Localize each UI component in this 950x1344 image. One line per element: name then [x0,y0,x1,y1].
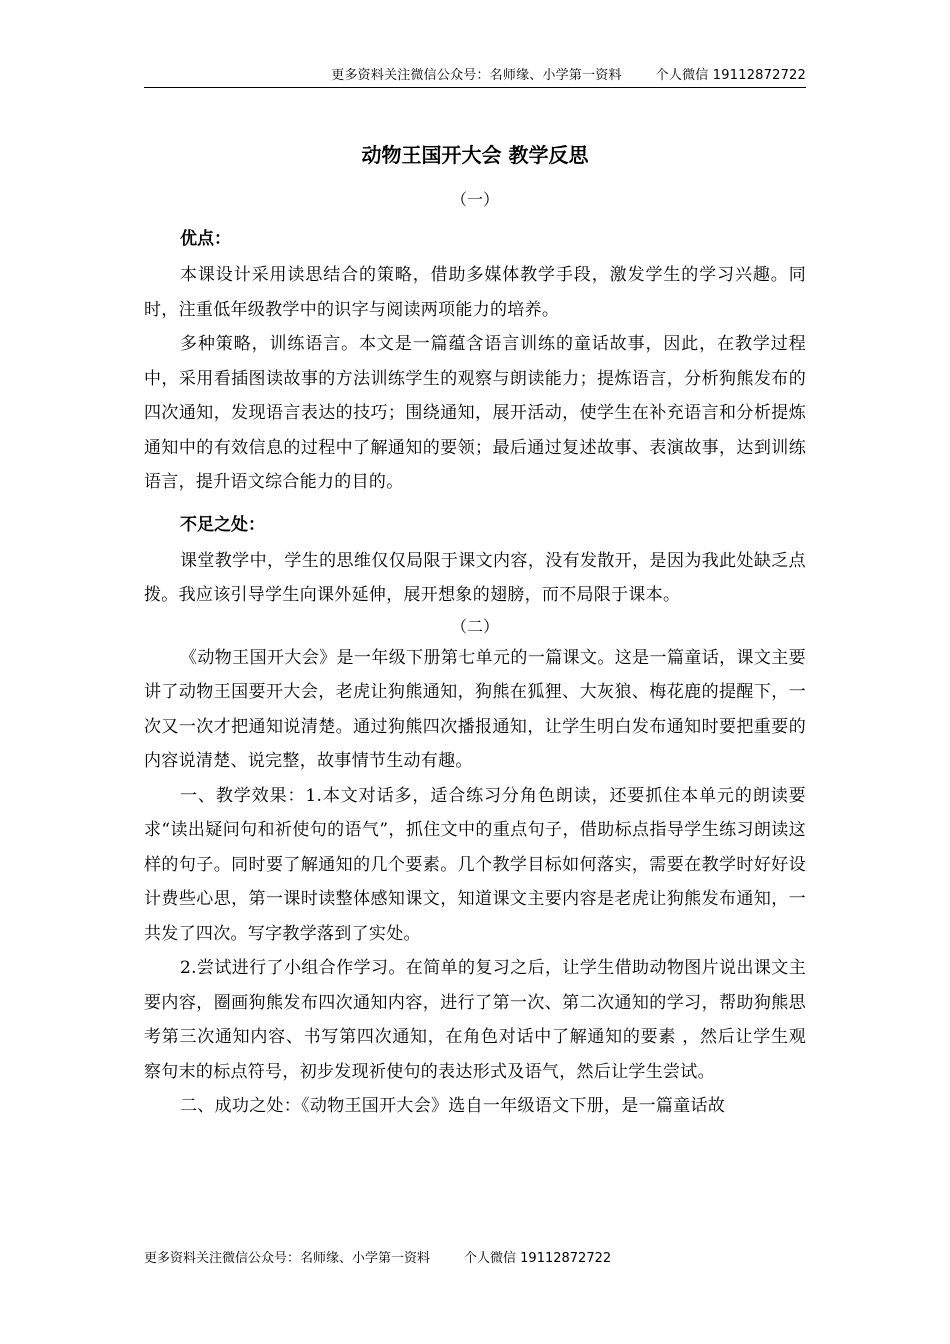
footer-wechat-text: 个人微信 19112872722 [464,1251,612,1266]
section-label-1: （一） [450,190,499,209]
paragraph: 二、成功之处：《动物王国开大会》选自一年级语文下册，是一篇童话故 [180,1096,726,1116]
page-header [144,64,806,83]
page-footer [144,1247,611,1266]
paragraph: 2.尝试进行了小组合作学习。在简单的复习之后，让学生借助动物图片说出课文主要内容，圈画狗熊发布四次通知内容，进行了第一次、第二次通知的学习，帮助狗熊思考第三次通知内容、书写第四次通知，在角色对话中了解通知的要素 ，然后让学生观察句末的标点符号，初步发现祈使句的表达形式及语气，然后让学生尝试。 [144,958,806,1082]
paragraph: 本课设计采用读思结合的策略，借助多媒体教学手段，激发学生的学习兴趣。同时，注重低年级教学中的识字与阅读两项能力的培养。 [144,265,806,320]
section-label-2: （二） [450,616,499,636]
paragraph: 一、教学效果：1.本文对话多，适合练习分角色朗读，还要抓住本单元的朗读要求“读出疑问句和祈使句的语气”，抓住文中的重点句子，借助标点指导学生练习朗读这样的句子。同时要了解通知的几个要素。几个教学目标如何落实，需要在教学时好好设计费些心思，第一课时读整体感知课文，知道课文主要内容是老虎让狗熊发布通知，一共发了四次。写字教学落到了实处。 [144,785,806,944]
footer-account-text: 更多资料关注微信公众号：名师缘、小学第一资料 [144,1251,431,1266]
paragraph: 多种策略，训练语言。本文是一篇蕴含语言训练的童话故事，因此，在教学过程中，采用看插图读故事的方法训练学生的观察与朗读能力；提炼语言，分析狗熊发布的四次通知，发现语言表达的技巧；围绕通知，展开活动，使学生在补充语言和分析提炼通知中的有效信息的过程中了解通知的要领；最后通过复述故事、表演故事，达到训练语言，提升语文综合能力的目的。 [144,334,806,492]
merits-heading: 优点： [180,229,231,249]
header-wechat-text: 个人微信 19112872722 [655,68,806,83]
paragraph: 课堂教学中，学生的思维仅仅局限于课文内容，没有发散开，是因为我此处缺乏点拨。我应该引导学生向课外延伸，展开想象的翅膀，而不局限于课本。 [144,550,806,605]
document-title: 动物王国开大会 教学反思 [361,143,589,167]
document-body [144,186,806,1124]
shortcomings-heading: 不足之处： [180,514,265,535]
header-account-text: 更多资料关注微信公众号：名师缘、小学第一资料 [331,68,622,83]
header-rule [144,87,806,88]
paragraph: 《动物王国开大会》是一年级下册第七单元的一篇课文。这是一篇童话，课文主要讲了动物王国要开大会，老虎让狗熊通知，狗熊在狐狸、大灰狼、梅花鹿的提醒下，一次又一次才把通知说清楚。通过狗熊四次播报通知，让学生明白发布通知时要把重要的内容说清楚、说完整，故事情节生动有趣。 [144,647,806,771]
